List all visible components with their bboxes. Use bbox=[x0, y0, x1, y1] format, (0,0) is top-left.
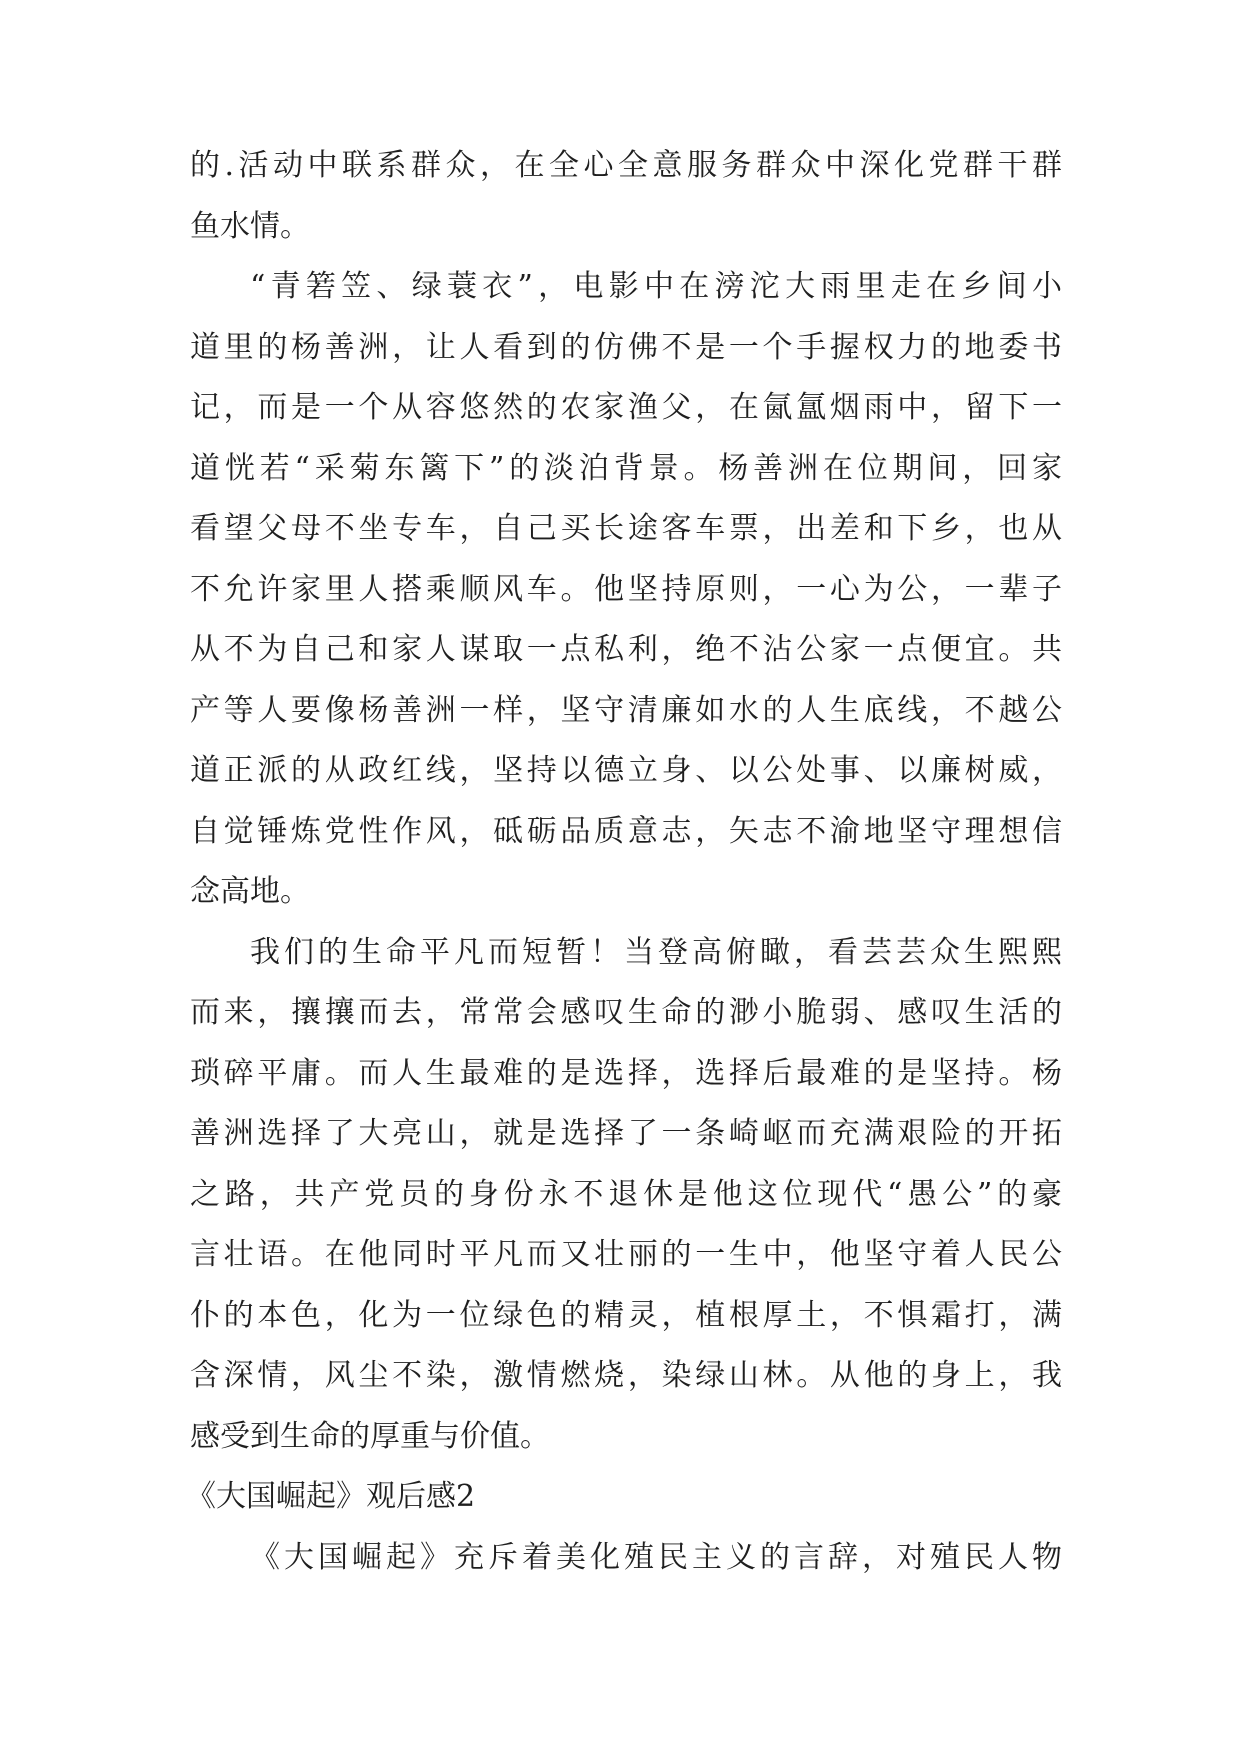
paragraph-line: 鱼水情。 bbox=[190, 208, 310, 244]
paragraph-line: 之路，共产党员的身份永不退休是他这位现代“愚公”的豪 bbox=[190, 1176, 1062, 1212]
paragraph-line: 仆的本色，化为一位绿色的精灵，植根厚土，不惧霜打，满 bbox=[190, 1297, 1062, 1333]
paragraph-line: 从不为自己和家人谋取一点私利，绝不沾公家一点便宜。共 bbox=[190, 632, 1062, 667]
paragraph-line: 记，而是一个从容悠然的农家渔父，在氤氲烟雨中，留下一 bbox=[190, 390, 1062, 425]
paragraph-shengming bbox=[190, 923, 1062, 1468]
paragraph-line: 我们的生命平凡而短暂！当登高俯瞰，看芸芸众生熙熙 bbox=[250, 934, 1062, 970]
paragraph-line: 而来，攘攘而去，常常会感叹生命的渺小脆弱、感叹生活的 bbox=[190, 995, 1062, 1030]
paragraph-line: 看望父母不坐专车，自己买长途客车票，出差和下乡，也从 bbox=[190, 511, 1062, 546]
section-heading: 《大国崛起》观后感2 bbox=[186, 1479, 476, 1514]
paragraph-line: 的.活动中联系群众，在全心全意服务群众中深化党群干群 bbox=[190, 148, 1062, 183]
paragraph-line: 念高地。 bbox=[190, 874, 310, 909]
paragraph-line: 不允许家里人搭乘顺风车。他坚持原则，一心为公，一辈子 bbox=[190, 571, 1062, 607]
paragraph-qinglicun bbox=[190, 257, 1062, 923]
paragraph-final bbox=[190, 1528, 1062, 1589]
paragraph-line: “青箬笠、绿蓑衣”，电影中在滂沱大雨里走在乡间小 bbox=[250, 269, 1062, 304]
paragraph-line: 善洲选择了大亮山，就是选择了一条崎岖而充满艰险的开拓 bbox=[190, 1116, 1062, 1151]
paragraph-line: 道里的杨善洲，让人看到的仿佛不是一个手握权力的地委书 bbox=[190, 329, 1062, 365]
paragraph-line: 产等人要像杨善洲一样，坚守清廉如水的人生底线，不越公 bbox=[190, 692, 1062, 728]
paragraph-continued bbox=[190, 136, 1062, 257]
paragraph-line: 琐碎平庸。而人生最难的是选择，选择后最难的是坚持。杨 bbox=[190, 1055, 1062, 1091]
paragraph-line: 自觉锤炼党性作风，砥砺品质意志，矢志不渝地坚守理想信 bbox=[190, 813, 1062, 849]
paragraph-line: 感受到生命的厚重与价值。 bbox=[190, 1418, 550, 1454]
paragraph-line: 含深情，风尘不染，激情燃烧，染绿山林。从他的身上，我 bbox=[190, 1358, 1062, 1393]
paragraph-line: 《大国崛起》充斥着美化殖民主义的言辞，对殖民人物 bbox=[250, 1539, 1062, 1575]
document-body bbox=[186, 136, 1062, 1588]
paragraph-line: 言壮语。在他同时平凡而又壮丽的一生中，他坚守着人民公 bbox=[190, 1237, 1062, 1272]
paragraph-line: 道正派的从政红线，坚持以德立身、以公处事、以廉树威， bbox=[190, 753, 1062, 788]
paragraph-line: 道恍若“采菊东篱下”的淡泊背景。杨善洲在位期间，回家 bbox=[190, 450, 1062, 486]
